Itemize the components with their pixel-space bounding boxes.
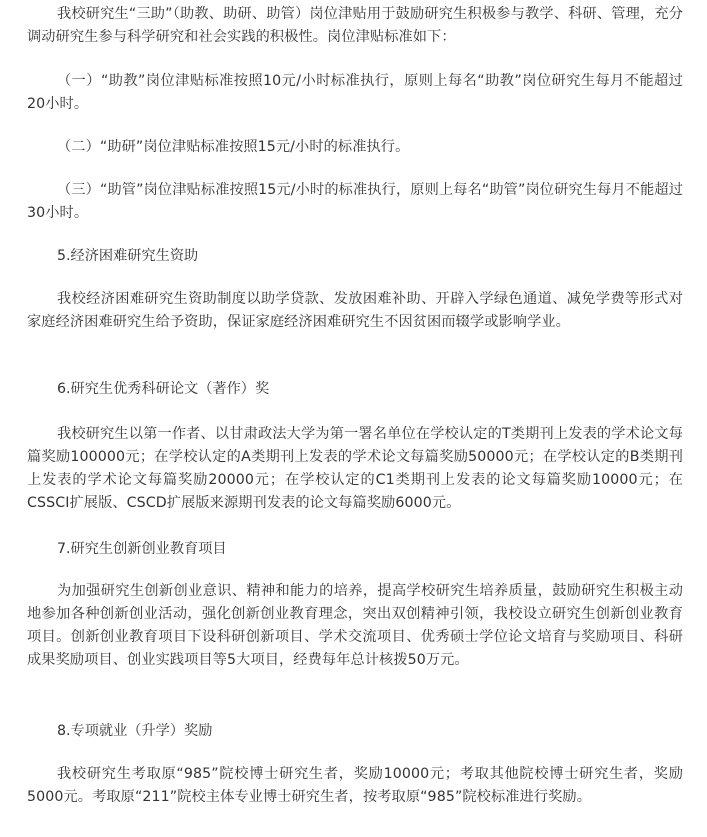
- allowance-item-3: （三）“助管”岗位津贴标准按照15元/小时的标准执行，原则上每名“助管”岗位研究生每月不能超过30小时。: [27, 182, 683, 221]
- section-body-8: 我校研究生考取原“985”院校博士研究生者，奖励10000元；考取其他院校博士研究生者，奖励5000元。考取原“211”院校主体专业博士研究生者，按考取原“985”院校标准进行奖励。: [27, 766, 683, 805]
- section-heading-8: 8.专项就业（升学）奖励: [57, 723, 213, 739]
- allowance-item-1: （一）“助教”岗位津贴标准按照10元/小时标准执行，原则上每名“助教”岗位研究生每月不能超过20小时。: [27, 73, 683, 112]
- section-heading-6: 6.研究生优秀科研论文（著作）奖: [57, 381, 270, 397]
- section-heading-5: 5.经济困难研究生资助: [57, 248, 199, 264]
- section-heading-7: 7.研究生创新创业教育项目: [57, 541, 227, 557]
- section-body-7: 为加强研究生创新创业意识、精神和能力的培养，提高学校研究生培养质量，鼓励研究生积极主动地参加各种创新创业活动，强化创新创业教育理念，突出双创精神引领，我校设立研究生创新创业教育项目。创新创业教育项目下设科研创新项目、学术交流项目、优秀硕士学位论文培育与奖励项目、科研成果奖励项目、创业实践项目等5大项目，经费每年总计核拨50万元。: [27, 583, 683, 668]
- intro-paragraph: 我校研究生“三助”（助教、助研、助管）岗位津贴用于鼓励研究生积极参与教学、科研、管理，充分调动研究生参与科学研究和社会实践的积极性。岗位津贴标准如下：: [27, 6, 683, 45]
- allowance-item-2: （二）“助研”岗位津贴标准按照15元/小时的标准执行。: [57, 139, 410, 155]
- section-body-5: 我校经济困难研究生资助制度以助学贷款、发放困难补助、开辟入学绿色通道、减免学费等形式对家庭经济困难研究生给予资助，保证家庭经济困难研究生不因贫困而辍学或影响学业。: [27, 291, 683, 330]
- section-body-6: 我校研究生以第一作者、以甘肃政法大学为第一署名单位在学校认定的T类期刊上发表的学术论文每篇奖励100000元；在学校认定的A类期刊上发表的学术论文每篇奖励50000元；在学校认定的B类期刊上发表的学术论文每篇奖励20000元；在学校认定的C1类期刊上发表的论文每篇奖励10000元；在CSSCI扩展版、CSCD扩展版来源期刊发表的论文每篇奖励6000元。: [27, 426, 683, 511]
